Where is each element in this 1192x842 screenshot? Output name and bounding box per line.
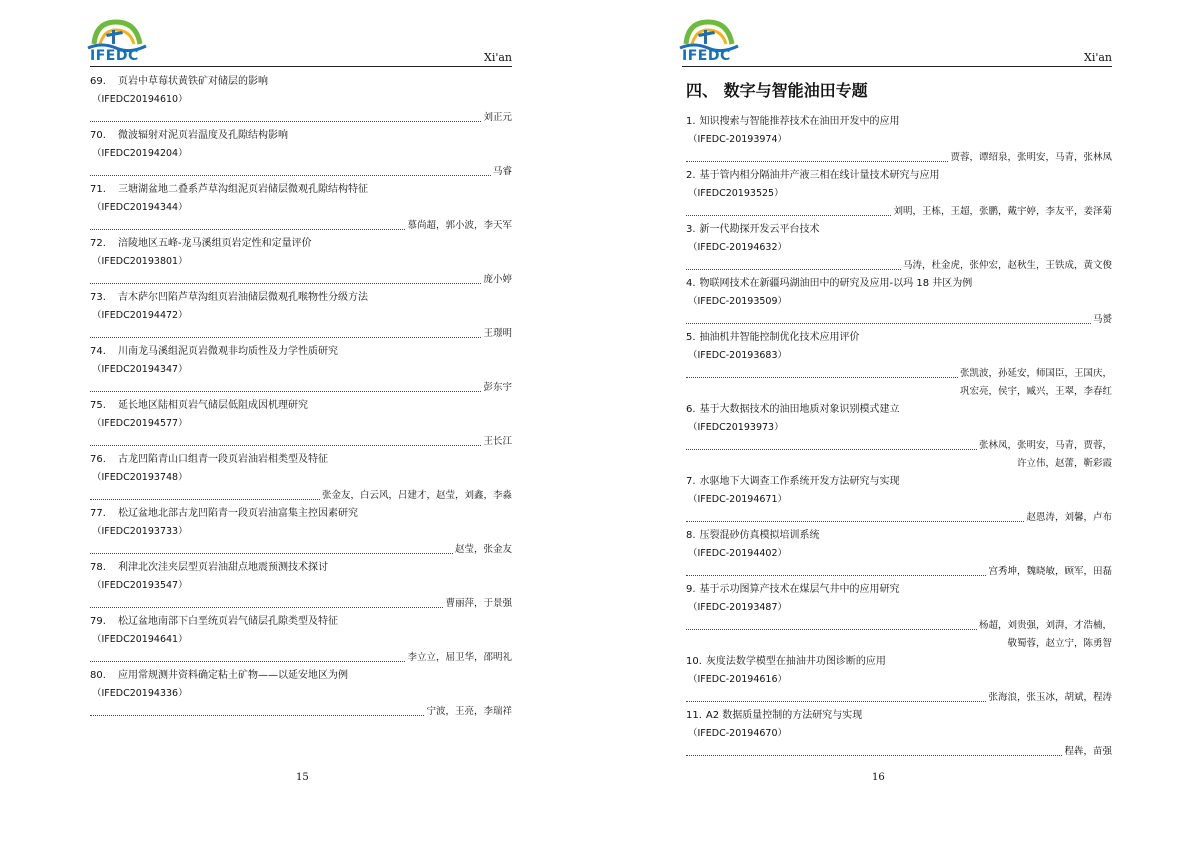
paper-code: （IFEDC20194577） bbox=[92, 418, 188, 429]
dot-leader bbox=[90, 661, 405, 662]
paper-title-row bbox=[90, 73, 512, 91]
author-leader-row bbox=[90, 271, 512, 289]
paper-number: 6. bbox=[686, 404, 696, 415]
paper-authors: 张林凤，张明安，马青，贾蓉， bbox=[978, 440, 1112, 451]
paper-authors: 马赟 bbox=[1092, 314, 1112, 325]
paper-code: （IFEDC-20194632） bbox=[688, 242, 787, 253]
paper-entry bbox=[686, 527, 1112, 581]
paper-code: （IFEDC20193973） bbox=[688, 422, 784, 433]
dot-leader bbox=[686, 215, 891, 216]
paper-code: （IFEDC-20193509） bbox=[688, 296, 787, 307]
paper-number: 9. bbox=[686, 584, 696, 595]
paper-number: 76. bbox=[90, 454, 106, 465]
paper-title-row bbox=[90, 667, 512, 685]
author-leader-row bbox=[90, 595, 512, 613]
ifedc-logo bbox=[678, 18, 740, 64]
paper-title: 延长地区陆相页岩气储层低阻成因机理研究 bbox=[118, 400, 308, 411]
author-leader-row bbox=[90, 541, 512, 559]
author-leader-row bbox=[90, 109, 512, 127]
paper-code: （IFEDC20194610） bbox=[92, 94, 188, 105]
paper-number: 77. bbox=[90, 508, 106, 519]
paper-title: 抽油机井智能控制优化技术应用评价 bbox=[699, 332, 860, 343]
paper-title: 基于管内相分隔油井产液三相在线计量技术研究与应用 bbox=[699, 170, 940, 181]
dot-leader bbox=[686, 323, 1091, 324]
paper-title: 松辽盆地南部下白垩统页岩气储层孔隙类型及特征 bbox=[118, 616, 338, 627]
ifedc-logo bbox=[86, 18, 148, 64]
paper-title-row bbox=[686, 329, 1112, 347]
paper-number: 8. bbox=[686, 530, 696, 541]
paper-code: （IFEDC-20194671） bbox=[688, 494, 787, 505]
paper-title-row bbox=[90, 343, 512, 361]
paper-authors: 宫秀坤，魏晓敏，顾军，田磊 bbox=[988, 566, 1112, 577]
author-leader-row bbox=[90, 217, 512, 235]
paper-entry bbox=[90, 559, 512, 613]
paper-title: 灰度法数学模型在抽油井功图诊断的应用 bbox=[705, 656, 886, 667]
paper-authors: 曹丽萍，于景强 bbox=[445, 598, 512, 609]
header-rule bbox=[682, 66, 1112, 67]
dot-leader bbox=[686, 521, 1024, 522]
paper-number: 78. bbox=[90, 562, 106, 573]
dot-leader bbox=[686, 269, 901, 270]
paper-title-row bbox=[686, 401, 1112, 419]
dot-leader bbox=[686, 701, 986, 702]
paper-title: 新一代勘探开发云平台技术 bbox=[699, 224, 820, 235]
paper-title-row bbox=[686, 581, 1112, 599]
paper-title: A2 数据质量控制的方法研究与实现 bbox=[705, 710, 863, 721]
author-leader-row bbox=[90, 433, 512, 451]
paper-number: 1. bbox=[686, 116, 696, 127]
paper-number: 69. bbox=[90, 76, 106, 87]
paper-authors: 赵恩涛，刘馨，卢布 bbox=[1026, 512, 1112, 523]
paper-entry bbox=[686, 401, 1112, 473]
paper-title-row bbox=[686, 275, 1112, 293]
paper-authors: 马涛，杜金虎，张仲宏，赵秋生，王铁成，黄文俊 bbox=[902, 260, 1112, 271]
paper-list bbox=[90, 73, 512, 721]
paper-title-row bbox=[90, 451, 512, 469]
paper-title-row bbox=[90, 235, 512, 253]
paper-code: （IFEDC20193748） bbox=[92, 472, 188, 483]
section-title: 四、 数字与智能油田专题 bbox=[686, 81, 868, 100]
paper-code: （IFEDC20193525） bbox=[688, 188, 784, 199]
dot-leader bbox=[686, 161, 948, 162]
paper-title-row bbox=[686, 707, 1112, 725]
dot-leader bbox=[90, 337, 481, 338]
paper-entry bbox=[90, 505, 512, 559]
paper-authors: 庞小婷 bbox=[483, 274, 512, 285]
paper-number: 75. bbox=[90, 400, 106, 411]
dot-leader bbox=[686, 629, 977, 630]
paper-code: （IFEDC20193801） bbox=[92, 256, 188, 267]
paper-title: 应用常规测井资料确定粘土矿物——以延安地区为例 bbox=[118, 670, 348, 681]
paper-authors: 张金友，白云风，吕建才，赵莹，刘鑫，李淼 bbox=[321, 490, 512, 501]
paper-authors-continued: 巩宏亮，侯宇，臧兴，王翠，李春红 bbox=[959, 386, 1112, 397]
paper-title: 基于示功图算产技术在煤层气井中的应用研究 bbox=[699, 584, 900, 595]
paper-title: 吉木萨尔凹陷芦草沟组页岩油储层微观孔喉物性分级方法 bbox=[118, 292, 368, 303]
paper-authors: 王长江 bbox=[483, 436, 512, 447]
paper-number: 74. bbox=[90, 346, 106, 357]
author-leader-row bbox=[90, 325, 512, 343]
dot-leader bbox=[686, 755, 1062, 756]
paper-number: 72. bbox=[90, 238, 106, 249]
paper-title: 压裂混砂仿真模拟培训系统 bbox=[699, 530, 820, 541]
author-leader-row bbox=[686, 563, 1112, 581]
paper-entry bbox=[90, 127, 512, 181]
paper-authors: 宁波，王亮，李瑞祥 bbox=[426, 706, 512, 717]
header-rule bbox=[90, 66, 512, 67]
paper-title: 物联网技术在新疆玛湖油田中的研究及应用-以玛 18 井区为例 bbox=[699, 278, 973, 289]
logo-emblem-icon bbox=[678, 18, 740, 52]
paper-entry bbox=[90, 451, 512, 505]
paper-number: 70. bbox=[90, 130, 106, 141]
paper-entry bbox=[90, 235, 512, 289]
author-leader-row bbox=[686, 149, 1112, 167]
paper-entry bbox=[686, 707, 1112, 761]
dot-leader bbox=[686, 449, 977, 450]
paper-title-row bbox=[686, 167, 1112, 185]
author-leader-row bbox=[686, 509, 1112, 527]
dot-leader bbox=[90, 121, 481, 122]
paper-authors-continued: 敬蜀蓉，赵立宁，陈勇智 bbox=[1007, 638, 1112, 649]
author-leader-row bbox=[90, 163, 512, 181]
author-leader-row bbox=[686, 257, 1112, 275]
paper-title: 页岩中草莓状黄铁矿对储层的影响 bbox=[118, 76, 268, 87]
paper-code: （IFEDC-20193974） bbox=[688, 134, 787, 145]
paper-entry bbox=[686, 221, 1112, 275]
page-number: 16 bbox=[872, 772, 885, 783]
paper-number: 4. bbox=[686, 278, 696, 289]
paper-number: 2. bbox=[686, 170, 696, 181]
paper-authors: 赵莹，张金友 bbox=[454, 544, 512, 555]
header-city: Xi'an bbox=[483, 51, 512, 64]
paper-code: （IFEDC-20193683） bbox=[688, 350, 787, 361]
paper-code: （IFEDC20194204） bbox=[92, 148, 188, 159]
dot-leader bbox=[90, 553, 453, 554]
paper-code: （IFEDC-20194616） bbox=[688, 674, 787, 685]
paper-title-row bbox=[90, 397, 512, 415]
dot-leader bbox=[90, 283, 481, 284]
paper-number: 80. bbox=[90, 670, 106, 681]
author-leader-row bbox=[686, 203, 1112, 221]
logo-emblem-icon bbox=[86, 18, 148, 52]
paper-title-row bbox=[686, 113, 1112, 131]
author-leader-row bbox=[686, 617, 1112, 635]
page-right bbox=[596, 0, 1192, 842]
author-leader-row bbox=[686, 311, 1112, 329]
paper-entry bbox=[686, 113, 1112, 167]
paper-entry bbox=[90, 667, 512, 721]
paper-code: （IFEDC-20194670） bbox=[688, 728, 787, 739]
paper-entry bbox=[90, 397, 512, 451]
paper-number: 3. bbox=[686, 224, 696, 235]
paper-number: 73. bbox=[90, 292, 106, 303]
paper-title: 知识搜索与智能推荐技术在油田开发中的应用 bbox=[699, 116, 900, 127]
author-leader-row bbox=[686, 437, 1112, 455]
logo-text: IFEDC bbox=[682, 48, 731, 64]
paper-authors: 马睿 bbox=[492, 166, 512, 177]
paper-entry bbox=[90, 73, 512, 127]
paper-code: （IFEDC20193547） bbox=[92, 580, 188, 591]
paper-code: （IFEDC20193733） bbox=[92, 526, 188, 537]
page-number: 15 bbox=[296, 772, 309, 783]
paper-code: （IFEDC20194347） bbox=[92, 364, 188, 375]
author-leader-row bbox=[90, 703, 512, 721]
header-city: Xi'an bbox=[1083, 51, 1112, 64]
author-leader-row bbox=[686, 743, 1112, 761]
paper-title: 三塘湖盆地二叠系芦草沟组泥页岩储层微观孔隙结构特征 bbox=[118, 184, 368, 195]
author-leader-row bbox=[90, 379, 512, 397]
paper-title: 利津北次洼夹层型页岩油甜点地震预测技术探讨 bbox=[118, 562, 328, 573]
author-leader-row bbox=[90, 487, 512, 505]
paper-code: （IFEDC20194472） bbox=[92, 310, 188, 321]
author-leader-row bbox=[686, 365, 1112, 383]
logo-text: IFEDC bbox=[90, 48, 139, 64]
dot-leader bbox=[686, 575, 986, 576]
paper-entry bbox=[686, 329, 1112, 401]
paper-entry bbox=[686, 473, 1112, 527]
paper-entry bbox=[90, 289, 512, 343]
paper-entry bbox=[90, 181, 512, 235]
paper-code: （IFEDC20194336） bbox=[92, 688, 188, 699]
paper-title-row bbox=[686, 473, 1112, 491]
paper-number: 11. bbox=[686, 710, 702, 721]
paper-title: 古龙凹陷青山口组青一段页岩油岩相类型及特征 bbox=[118, 454, 328, 465]
paper-number: 79. bbox=[90, 616, 106, 627]
dot-leader bbox=[90, 499, 320, 500]
paper-code: （IFEDC-20193487） bbox=[688, 602, 787, 613]
paper-title: 水驱地下大调查工作系统开发方法研究与实现 bbox=[699, 476, 900, 487]
paper-title-row bbox=[90, 181, 512, 199]
paper-entry bbox=[90, 613, 512, 667]
paper-entry bbox=[686, 167, 1112, 221]
paper-title-row bbox=[90, 505, 512, 523]
paper-list bbox=[686, 113, 1112, 761]
paper-authors: 李立立，屈卫华，邵明礼 bbox=[407, 652, 512, 663]
paper-authors: 王璟明 bbox=[483, 328, 512, 339]
dot-leader bbox=[90, 445, 481, 446]
paper-entry bbox=[90, 343, 512, 397]
paper-title: 基于大数据技术的油田地质对象识别模式建立 bbox=[699, 404, 900, 415]
paper-title-row bbox=[686, 653, 1112, 671]
dot-leader bbox=[90, 175, 491, 176]
paper-authors: 张凯波，孙延安，师国臣，王国庆， bbox=[959, 368, 1112, 379]
dot-leader bbox=[90, 229, 405, 230]
paper-code: （IFEDC20194641） bbox=[92, 634, 188, 645]
paper-authors: 刘明，王栋，王超，张鹏，戴宇婷，李友平，姜泽菊 bbox=[893, 206, 1112, 217]
paper-title-row bbox=[90, 127, 512, 145]
paper-authors: 慕尚超，郭小波，李天军 bbox=[407, 220, 512, 231]
paper-title-row bbox=[90, 559, 512, 577]
paper-title: 川南龙马溪组泥页岩微观非均质性及力学性质研究 bbox=[118, 346, 338, 357]
paper-code: （IFEDC-20194402） bbox=[688, 548, 787, 559]
paper-authors: 刘正元 bbox=[483, 112, 512, 123]
author-leader-row bbox=[90, 649, 512, 667]
dot-leader bbox=[90, 607, 443, 608]
author-leader-row bbox=[686, 689, 1112, 707]
paper-authors: 贾蓉，谭绍泉，张明安，马青，张林凤 bbox=[950, 152, 1112, 163]
paper-title: 涪陵地区五峰-龙马溪组页岩定性和定量评价 bbox=[118, 238, 312, 249]
paper-number: 71. bbox=[90, 184, 106, 195]
paper-title: 微波辐射对泥页岩温度及孔隙结构影响 bbox=[118, 130, 288, 141]
dot-leader bbox=[90, 391, 481, 392]
paper-number: 10. bbox=[686, 656, 702, 667]
paper-authors-continued: 许立伟，赵蕾，靳彩霞 bbox=[1016, 458, 1112, 469]
paper-entry bbox=[686, 275, 1112, 329]
paper-authors: 张海浪，张玉冰，胡斌，程涛 bbox=[988, 692, 1112, 703]
paper-title: 松辽盆地北部古龙凹陷青一段页岩油富集主控因素研究 bbox=[118, 508, 358, 519]
paper-number: 5. bbox=[686, 332, 696, 343]
paper-authors: 杨超，刘贵强，刘湃，才浩楠， bbox=[978, 620, 1112, 631]
paper-title-row bbox=[686, 527, 1112, 545]
paper-authors: 彭东宇 bbox=[483, 382, 512, 393]
paper-title-row bbox=[90, 289, 512, 307]
dot-leader bbox=[686, 377, 958, 378]
paper-title-row bbox=[90, 613, 512, 631]
paper-code: （IFEDC20194344） bbox=[92, 202, 188, 213]
paper-number: 7. bbox=[686, 476, 696, 487]
paper-title-row bbox=[686, 221, 1112, 239]
dot-leader bbox=[90, 715, 424, 716]
paper-entry bbox=[686, 581, 1112, 653]
paper-entry bbox=[686, 653, 1112, 707]
paper-authors: 程犇，苗强 bbox=[1064, 746, 1112, 757]
